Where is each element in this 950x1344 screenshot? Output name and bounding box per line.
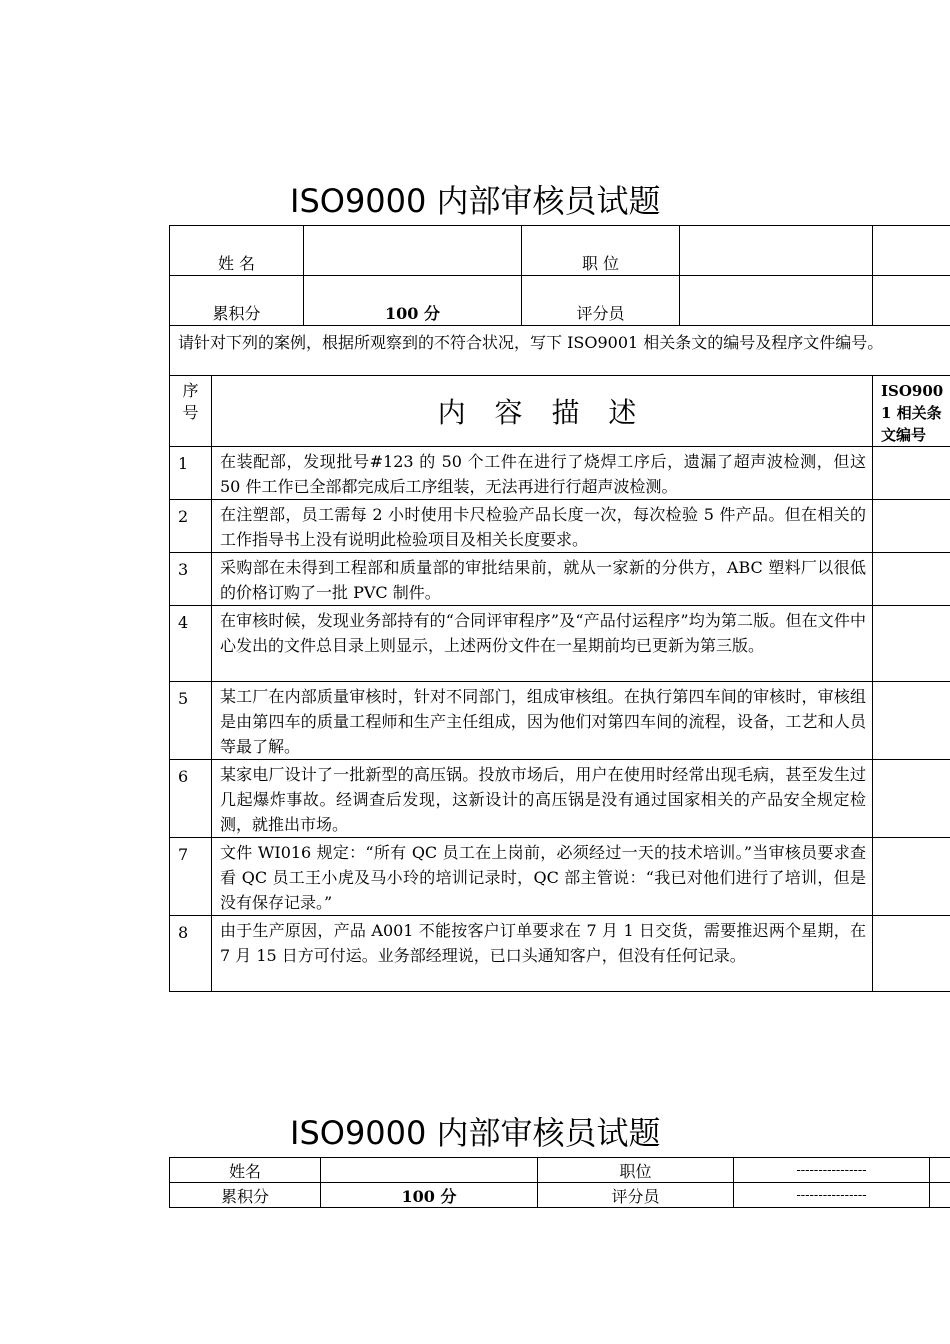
case-number: 5 [170, 682, 212, 760]
col-seq-text: 序号 [182, 381, 199, 422]
case-row [170, 606, 950, 682]
case-number: 3 [170, 553, 212, 606]
case-answer-field[interactable] [873, 500, 950, 553]
col-content-header [212, 376, 873, 447]
score-label: 累积分 [170, 276, 304, 326]
case-description: 在审核时候，发现业务部持有的“合同评审程序”及“产品付运程序”均为第二版。但在文件中心发出的文件总目录上则显示，上述两份文件在一星期前均已更新为第三版。 [212, 606, 873, 682]
position-field[interactable] [680, 226, 873, 276]
grader-field-2[interactable]: ---------------- [734, 1183, 930, 1208]
case-answer-field[interactable] [873, 682, 950, 760]
score-label-2: 累积分 [170, 1183, 321, 1208]
name-field-2[interactable] [321, 1158, 538, 1183]
case-row [170, 916, 950, 992]
score-value-2: 100 分 [321, 1183, 538, 1208]
case-answer-field[interactable] [873, 760, 950, 838]
case-answer-field[interactable] [873, 447, 950, 500]
case-answer-field[interactable] [873, 553, 950, 606]
case-description: 文件 WI016 规定：“所有 QC 员工在上岗前，必须经过一天的技术培训。”当审核员要求查看 QC 员工王小虎及马小玲的培训记录时，QC 部主管说：“我已对他们进行了培训，但是没有保存记录。” [212, 838, 873, 916]
name-label-2: 姓名 [170, 1158, 321, 1183]
exam-title-2: ISO9000 内部审核员试题 [290, 1114, 661, 1152]
case-description: 采购部在未得到工程部和质量部的审批结果前，就从一家新的分供方，ABC 塑料厂以很低的价格订购了一批 PVC 制件。 [212, 553, 873, 606]
case-row [170, 682, 950, 760]
case-number: 1 [170, 447, 212, 500]
col-iso-text: ISO9001 相关条文编号 [881, 382, 944, 444]
case-row [170, 760, 950, 838]
name-field[interactable] [304, 226, 522, 276]
case-number: 8 [170, 916, 212, 992]
extra-field-4 [930, 1183, 950, 1208]
position-label-2: 职位 [538, 1158, 734, 1183]
grader-label: 评分员 [522, 276, 680, 326]
case-description: 由于生产原因，产品 A001 不能按客户订单要求在 7 月 1 日交货，需要推迟两个星期，在 7 月 15 日方可付运。业务部经理说，已口头通知客户，但没有任何记录。 [212, 916, 873, 992]
case-answer-field[interactable] [873, 838, 950, 916]
extra-field-1 [873, 226, 950, 276]
name-label: 姓 名 [170, 226, 304, 276]
case-row [170, 447, 950, 500]
col-content-text: 内 容 描 述 [437, 396, 647, 429]
instruction-line: 请针对下列的案例，根据所观察到的不符合状况，写下 ISO9001 相关条文的编号及程序文件编号。 [178, 333, 884, 352]
case-number: 7 [170, 838, 212, 916]
score-value: 100 分 [304, 276, 522, 326]
position-field-2[interactable]: ---------------- [734, 1158, 930, 1183]
case-number: 6 [170, 760, 212, 838]
col-iso-header [873, 376, 950, 447]
exam-title: ISO9000 内部审核员试题 [290, 182, 661, 220]
col-seq-header [170, 376, 212, 447]
exam-table [169, 225, 950, 992]
grader-field[interactable] [680, 276, 873, 326]
case-row [170, 500, 950, 553]
case-description: 某家电厂设计了一批新型的高压锅。投放市场后，用户在使用时经常出现毛病，甚至发生过几起爆炸事故。经调查后发现，这新设计的高压锅是没有通过国家相关的产品安全规定检测，就推出市场。 [212, 760, 873, 838]
instruction-text [170, 326, 950, 376]
case-row [170, 838, 950, 916]
extra-field-3 [930, 1158, 950, 1183]
case-description: 在装配部，发现批号#123 的 50 个工件在进行了烧焊工序后，遗漏了超声波检测，但这 50 件工作已全部都完成后工序组装，无法再进行行超声波检测。 [212, 447, 873, 500]
grader-label-2: 评分员 [538, 1183, 734, 1208]
case-answer-field[interactable] [873, 916, 950, 992]
exam-table-2 [169, 1157, 950, 1208]
case-description: 某工厂在内部质量审核时，针对不同部门，组成审核组。在执行第四车间的审核时，审核组是由第四车的质量工程师和生产主任组成，因为他们对第四车间的流程，设备，工艺和人员等最了解。 [212, 682, 873, 760]
case-number: 2 [170, 500, 212, 553]
case-row [170, 553, 950, 606]
position-label: 职 位 [522, 226, 680, 276]
case-number: 4 [170, 606, 212, 682]
case-answer-field[interactable] [873, 606, 950, 682]
case-description: 在注塑部，员工需每 2 小时使用卡尺检验产品长度一次，每次检验 5 件产品。但在相关的工作指导书上没有说明此检验项目及相关长度要求。 [212, 500, 873, 553]
extra-field-2 [873, 276, 950, 326]
